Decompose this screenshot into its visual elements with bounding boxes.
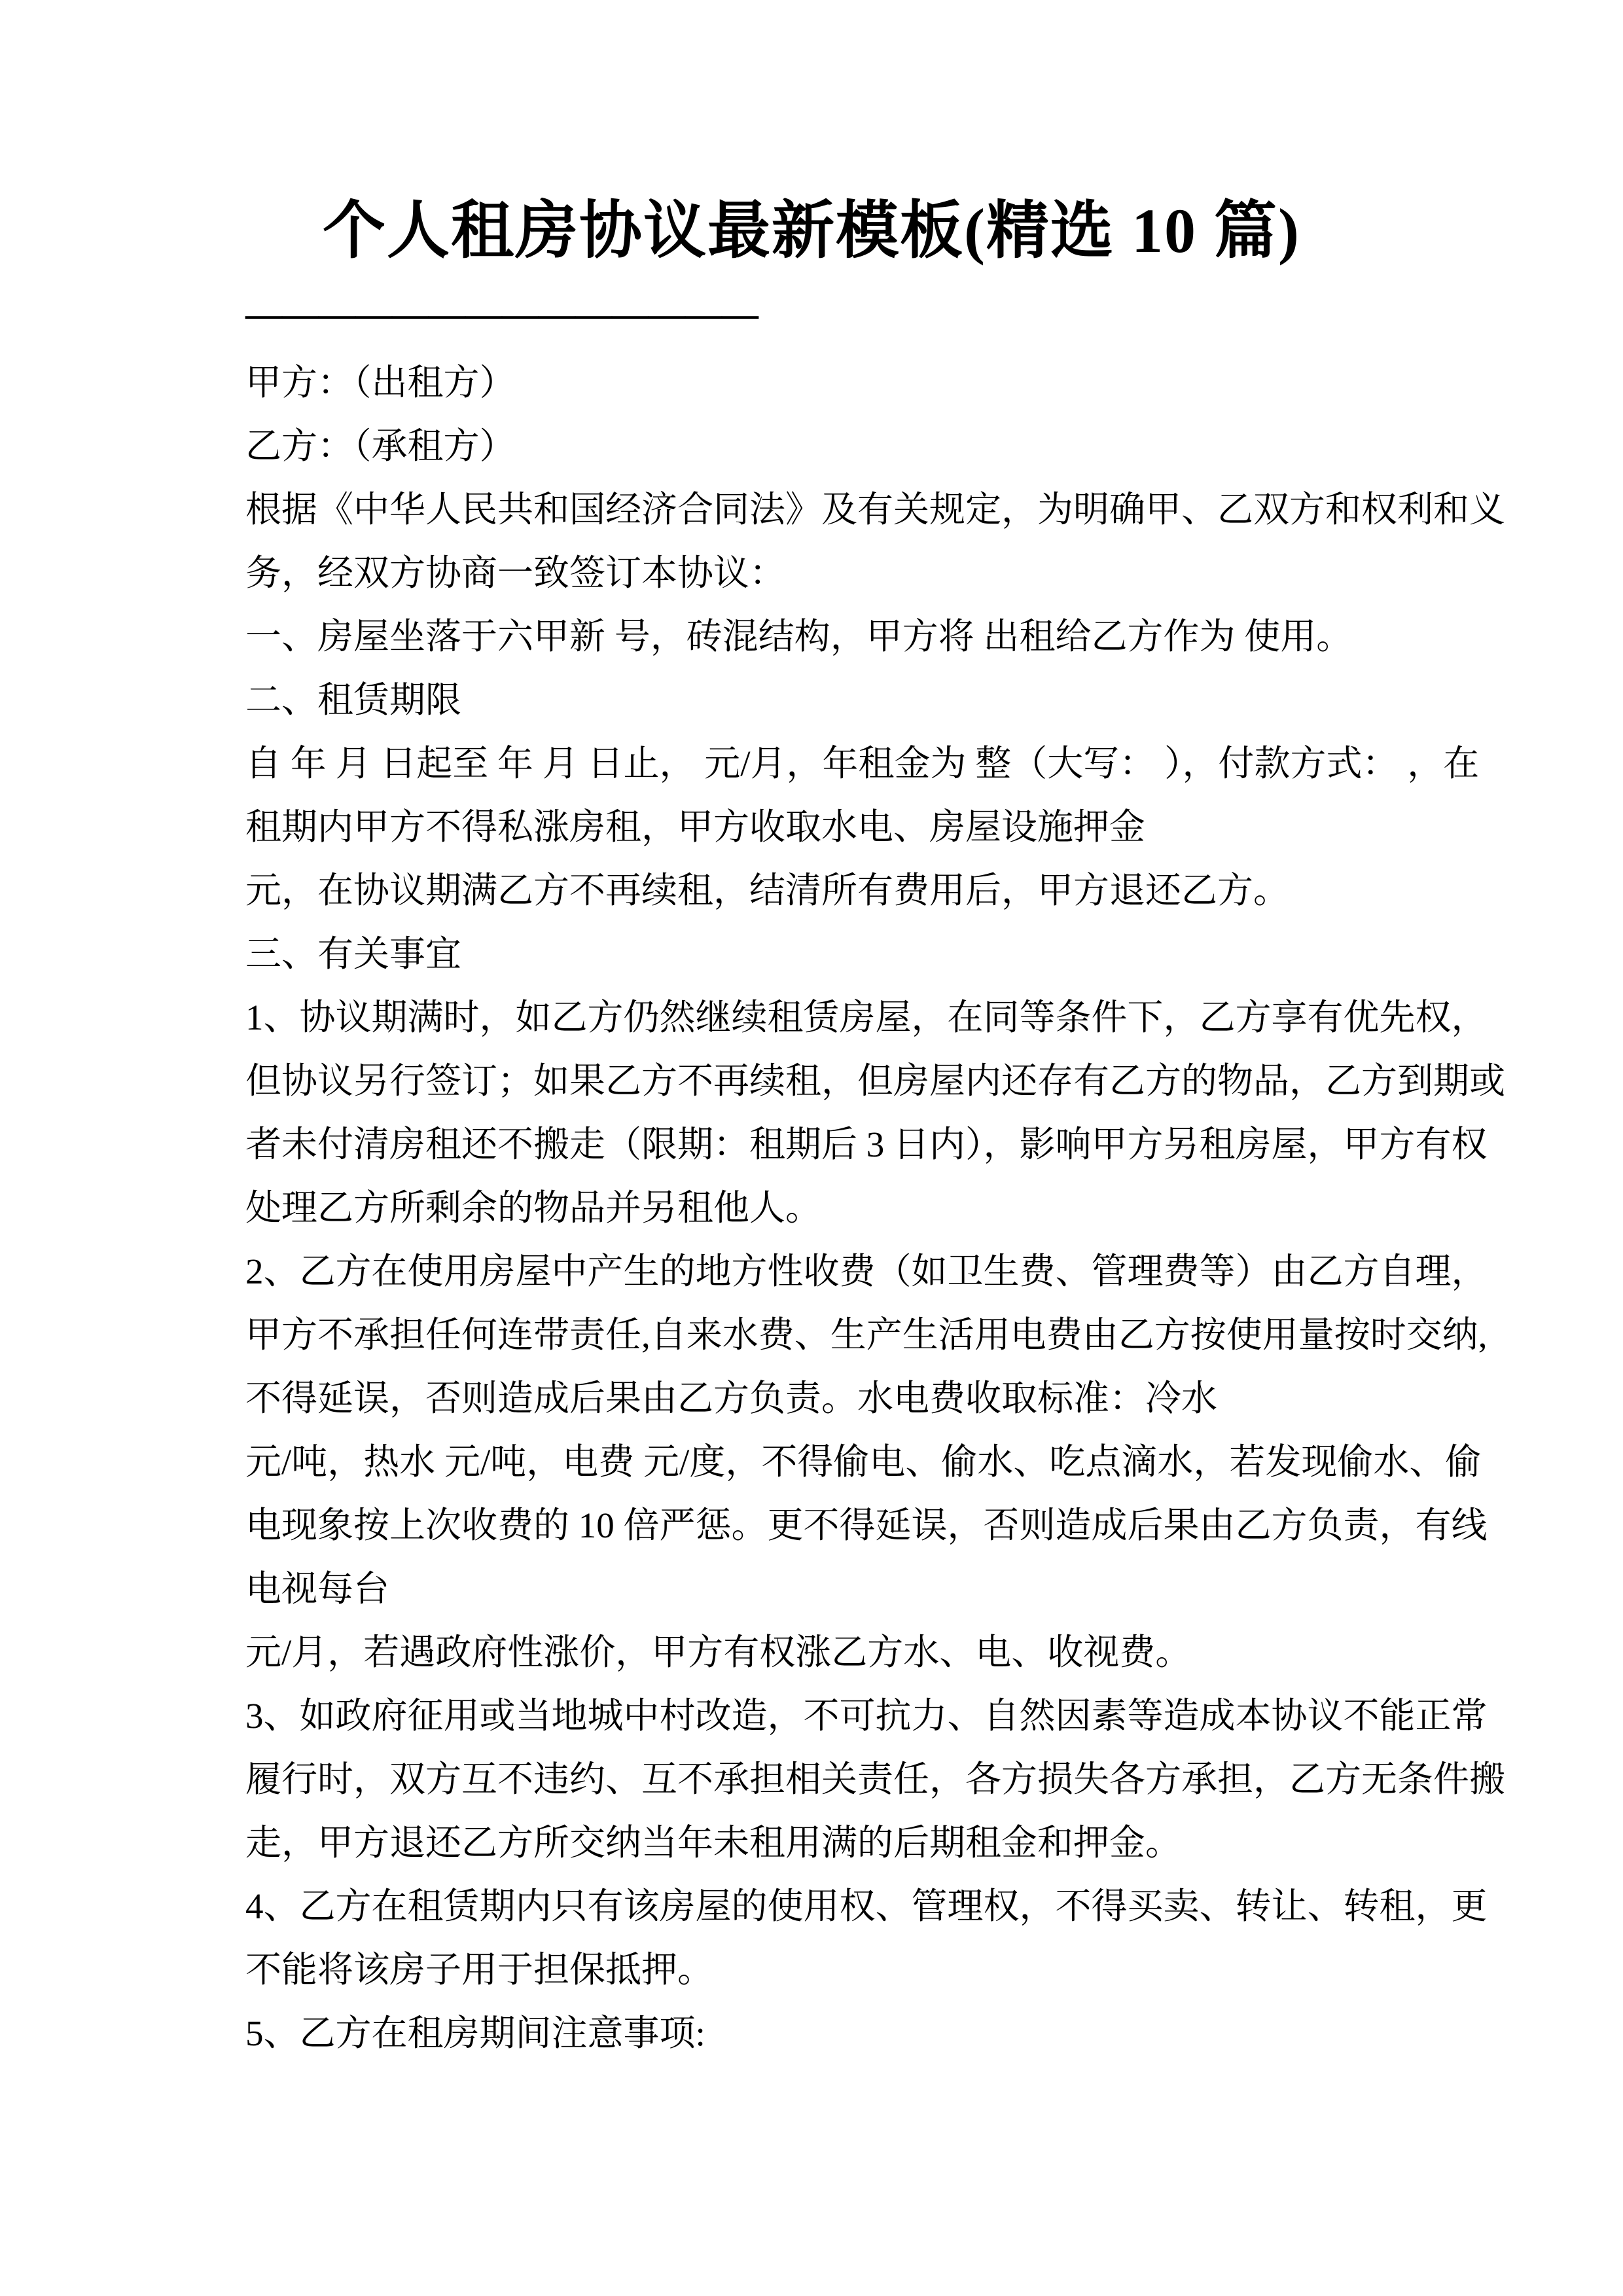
document-line: 5、乙方在租房期间注意事项:: [245, 2013, 705, 2053]
document-line: 履行时，双方互不违约、互不承担相关责任，各方损失各方承担，乙方无条件搬: [245, 1759, 1506, 1799]
document-line: 租期内甲方不得私涨房租，甲方收取水电、房屋设施押金: [245, 807, 1146, 847]
document-line: 者未付清房租还不搬走（限期：租期后 3 日内），影响甲方另租房屋，甲方有权: [245, 1124, 1488, 1164]
document-line: 三、有关事宜: [245, 934, 462, 974]
document-line: 乙方：（承租方）: [245, 426, 516, 466]
document-line: 不能将该房子用于担保抵押。: [245, 1950, 714, 1990]
document-line: 元/吨，热水 元/吨，电费 元/度，不得偷电、偷水、吃点滴水，若发现偷水、偷: [245, 1442, 1482, 1482]
document-line: 元/月，若遇政府性涨价，甲方有权涨乙方水、电、收视费。: [245, 1632, 1192, 1672]
document-line: 走，甲方退还乙方所交纳当年未租用满的后期租金和押金。: [245, 1823, 1182, 1863]
document-line: 4、乙方在租赁期内只有该房屋的使用权、管理权，不得买卖、转让、转租，更: [245, 1886, 1488, 1926]
document-line: 二、租赁期限: [245, 680, 462, 720]
document-line: 2、乙方在使用房屋中产生的地方性收费（如卫生费、管理费等）由乙方自理，: [245, 1251, 1488, 1291]
document-line: 1、协议期满时，如乙方仍然继续租赁房屋，在同等条件下，乙方享有优先权，: [245, 997, 1488, 1037]
document-line: 根据《中华人民共和国经济合同法》及有关规定，为明确甲、乙双方和权利和义: [245, 490, 1506, 529]
document-line: 甲方不承担任何连带责任,自来水费、生产生活用电费由乙方按使用量按时交纳,: [245, 1315, 1488, 1355]
title-underline: ——————————————: [245, 294, 758, 334]
document-line: 自 年 月 日起至 年 月 日止， 元/月，年租金为 整（大写： ），付款方式： ，在: [245, 744, 1480, 783]
document-line: 电现象按上次收费的 10 倍严惩。更不得延误，否则造成后果由乙方负责，有线: [245, 1505, 1488, 1545]
document-line: 元，在协议期满乙方不再续租，结清所有费用后，甲方退还乙方。: [245, 870, 1290, 910]
document-line: 务，经双方协商一致签订本协议：: [245, 553, 786, 593]
document-line: 一、房屋坐落于六甲新 号，砖混结构，甲方将 出租给乙方作为 使用。: [245, 617, 1353, 656]
document-line: 处理乙方所剩余的物品并另租他人。: [245, 1188, 822, 1228]
document-line: 3、如政府征用或当地城中村改造，不可抗力、自然因素等造成本协议不能正常: [245, 1696, 1488, 1736]
document-line: 电视每台: [245, 1569, 390, 1609]
document-body: [245, 351, 1506, 2065]
document-line: 不得延误，否则造成后果由乙方负责。水电费收取标准：冷水: [245, 1378, 1218, 1418]
document-title: 个人租房协议最新模板(精选 10 篇): [323, 196, 1300, 266]
document-line: 甲方：（出租方）: [245, 363, 516, 403]
document-line: 但协议另行签订；如果乙方不再续租，但房屋内还存有乙方的物品，乙方到期或: [245, 1061, 1506, 1101]
